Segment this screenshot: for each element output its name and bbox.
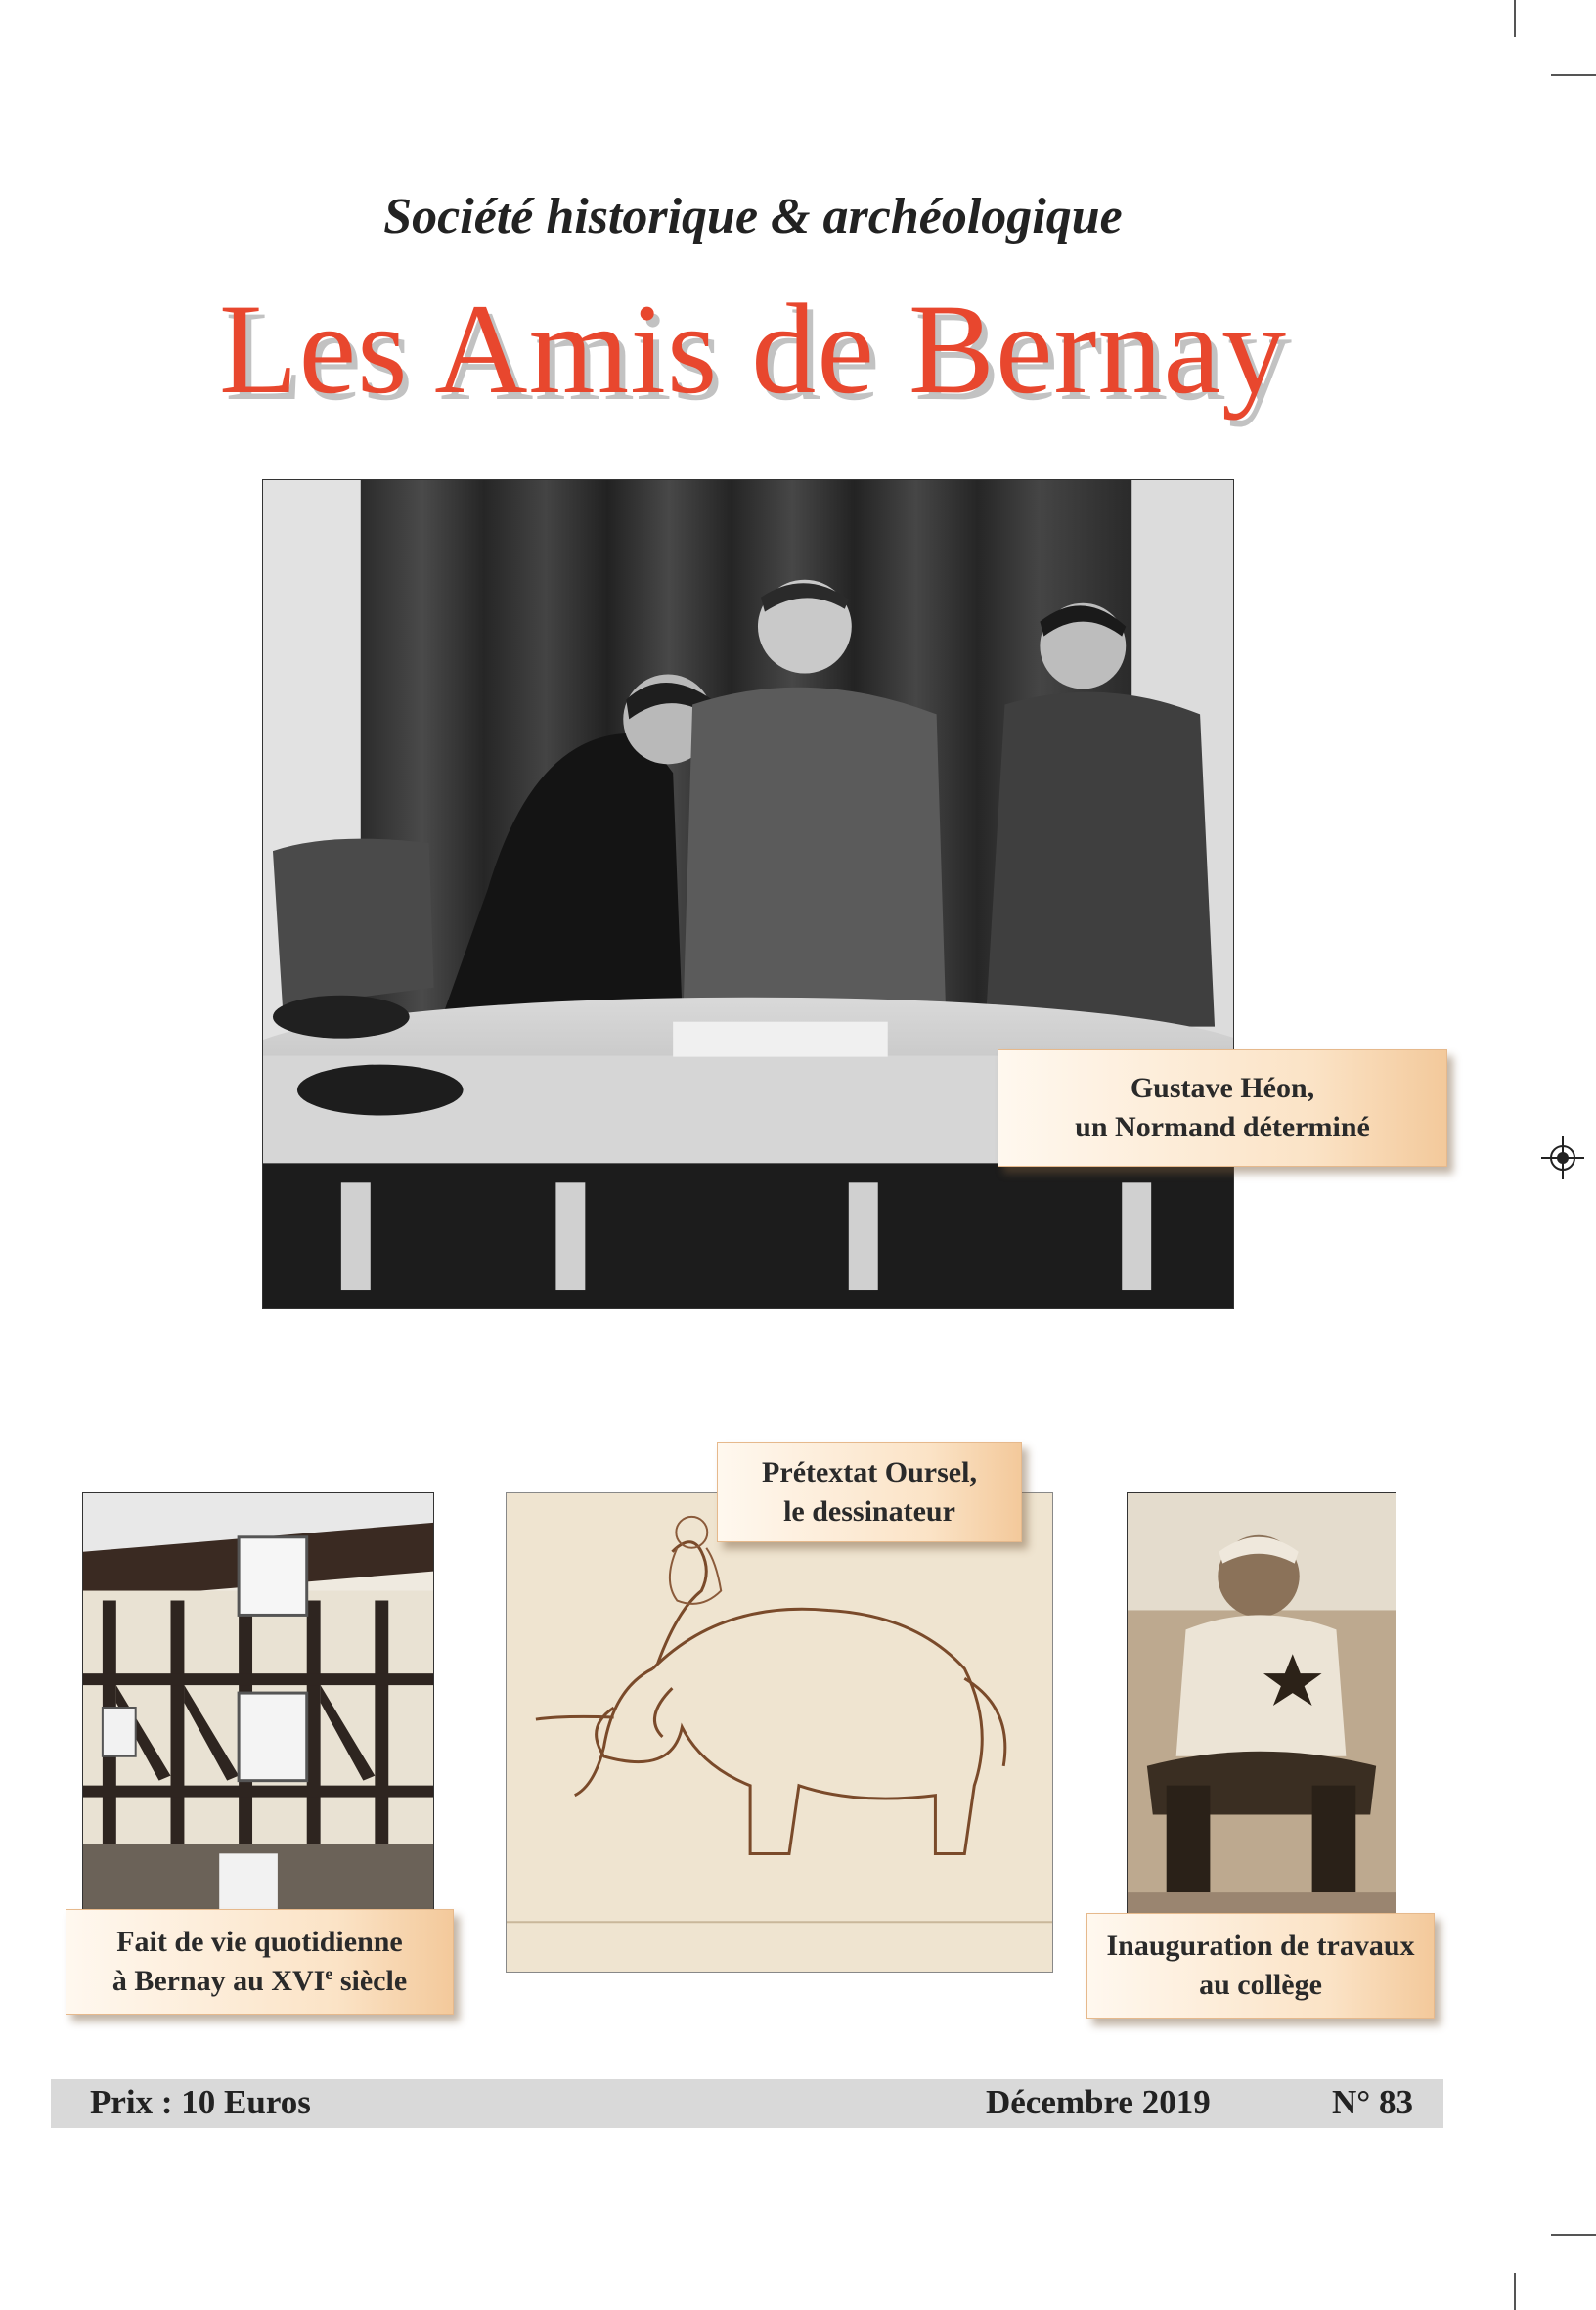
crop-mark-bottom-right — [1551, 2234, 1596, 2236]
issue-date: Décembre 2019 — [986, 2083, 1211, 2121]
caption-line: un Normand déterminé — [1075, 1111, 1370, 1143]
issue-number: N° 83 — [1332, 2083, 1414, 2121]
publication-subtitle: Société historique & archéologique — [383, 189, 1123, 244]
caption-daily-life — [66, 1909, 454, 2015]
crop-mark-top — [1514, 0, 1516, 37]
photo-half-timbered-house — [82, 1492, 434, 1923]
publication-title: Les Amis de Bernay — [218, 277, 1288, 421]
drawing-elephant — [506, 1492, 1053, 1973]
caption-gustave-heon — [998, 1049, 1447, 1167]
crop-mark-bottom — [1514, 2273, 1516, 2310]
main-photo-signing — [262, 479, 1234, 1309]
caption-pretextat-oursel — [717, 1442, 1022, 1542]
crop-mark-top-right — [1551, 74, 1596, 76]
price-label: Prix : 10 Euros — [90, 2083, 311, 2121]
caption-line: Prétextat Oursel, — [762, 1455, 977, 1488]
registration-mark-icon — [1541, 1136, 1584, 1179]
footer-bar — [51, 2079, 1443, 2128]
caption-line-century: à Bernay au XVIe siècle — [111, 1964, 408, 1997]
caption-line: le dessinateur — [783, 1494, 955, 1528]
caption-inauguration-college — [1086, 1913, 1435, 2019]
caption-line: Fait de vie quotidienne — [116, 1926, 403, 1958]
caption-line: Gustave Héon, — [1130, 1072, 1315, 1104]
photo-seated-youth — [1127, 1492, 1396, 1923]
caption-line: Inauguration de travaux — [1106, 1930, 1415, 1962]
caption-line: au collège — [1199, 1969, 1322, 2001]
